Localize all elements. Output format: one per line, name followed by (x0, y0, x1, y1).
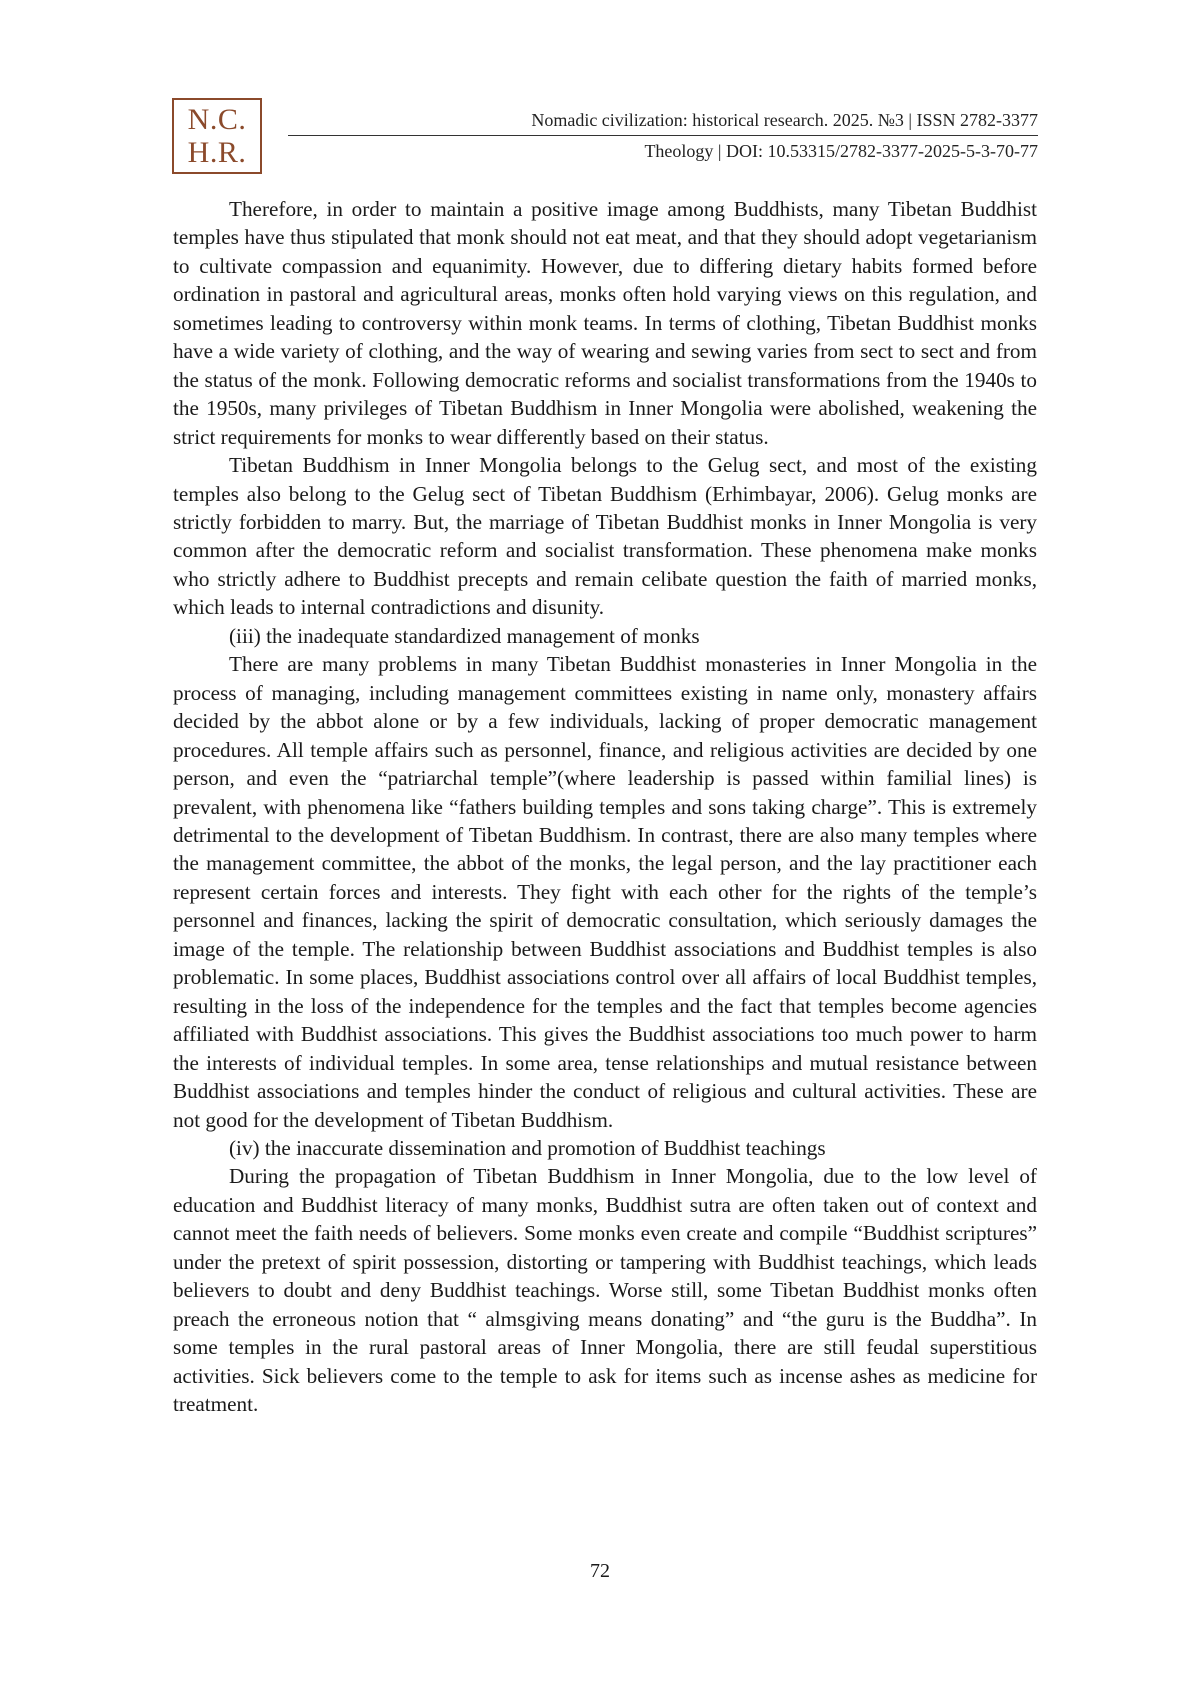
journal-logo (172, 98, 262, 174)
doi-info: Theology | DOI: 10.53315/2782-3377-2025-5-3-70-77 (644, 141, 1038, 161)
logo-line-2: H.R. (187, 136, 247, 169)
paragraph-dissemination: During the propagation of Tibetan Buddhism in Inner Mongolia, due to the low level of education and Buddhist literacy of many monks, Buddhist sutra are often taken out of context and cannot meet the faith needs of believers. Some monks even create and compile “Buddhist scriptures” under the pretext of spirit possession, distorting or tampering with Buddhist teachings, which leads believers to doubt and deny Buddhist teachings. Worse still, some Tibetan Buddhist monks often preach the erroneous notion that “ almsgiving means donating” and “the guru is the Buddha”. In some temples in the rural pastoral areas of Inner Mongolia, there are still feudal superstitious activities. Sick believers come to the temple to ask for items such as incense ashes as medicine for treatment. (173, 1164, 1037, 1417)
journal-info: Nomadic civilization: historical research. 2025. №3 | ISSN 2782-3377 (531, 110, 1038, 130)
subheading-dissemination: (iv) the inaccurate dissemination and promotion of Buddhist teachings (229, 1135, 826, 1160)
subheading-management: (iii) the inadequate standardized management of monks (229, 623, 700, 648)
paragraph-gelug-marriage: Tibetan Buddhism in Inner Mongolia belongs to the Gelug sect, and most of the existing temples also belong to the Gelug sect of Tibetan Buddhism (Erhimbayar, 2006). Gelug monks are strictly forbidden to marry. But, the marriage of Tibetan Buddhist monks in Inner Mongolia is very common after the democratic reform and socialist transformation. These phenomena make monks who strictly adhere to Buddhist precepts and remain celibate question the faith of married monks, which leads to internal contradictions and disunity. (173, 453, 1037, 620)
page-number: 72 (590, 1560, 610, 1582)
running-header (288, 108, 1038, 163)
header-rule (288, 135, 1038, 136)
paragraph-management: There are many problems in many Tibetan Buddhist monasteries in Inner Mongolia in the process of managing, including management committees existing in name only, monastery affairs decided by the abbot alone or by a few individuals, lacking of proper democratic management procedures. All temple affairs such as personnel, finance, and religious activities are decided by one person, and even the “patriarchal temple”(where leadership is passed within familial lines) is prevalent, with phenomena like “fathers building temples and sons taking charge”. This is extremely detrimental to the development of Tibetan Buddhism. In contrast, there are also many temples where the management committee, the abbot of the monks, the legal person, and the lay practitioner each represent certain forces and interests. They fight with each other for the rights of the temple’s personnel and finances, lacking the spirit of democratic consultation, which seriously damages the image of the temple. The relationship between Buddhist associations and Buddhist temples is also problematic. In some places, Buddhist associations control over all affairs of local Buddhist temples, resulting in the loss of the independence for the temples and the fact that temples become agencies affiliated with Buddhist associations. This gives the Buddhist associations too much power to harm the interests of individual temples. In some area, tense relationships and mutual resistance between Buddhist associations and temples hinder the conduct of religious and cultural activities. These are not good for the development of Tibetan Buddhism. (173, 652, 1037, 1132)
paragraph-meat-and-clothing: Therefore, in order to maintain a positive image among Buddhists, many Tibetan Buddhist temples have thus stipulated that monk should not eat meat, and that they should adopt vegetarianism to cultivate compassion and equanimity. However, due to differing dietary habits formed before ordination in pastoral and agricultural areas, monks often hold varying views on this regulation, and sometimes leading to controversy within monk teams. In terms of clothing, Tibetan Buddhist monks have a wide variety of clothing, and the way of wearing and sewing varies from sect to sect and from the status of the monk. Following democratic reforms and socialist transformations from the 1940s to the 1950s, many privileges of Tibetan Buddhism in Inner Mongolia were abolished, weakening the strict requirements for monks to wear differently based on their status. (173, 197, 1037, 449)
logo-line-1: N.C. (187, 103, 247, 136)
article-body (173, 195, 1037, 1418)
